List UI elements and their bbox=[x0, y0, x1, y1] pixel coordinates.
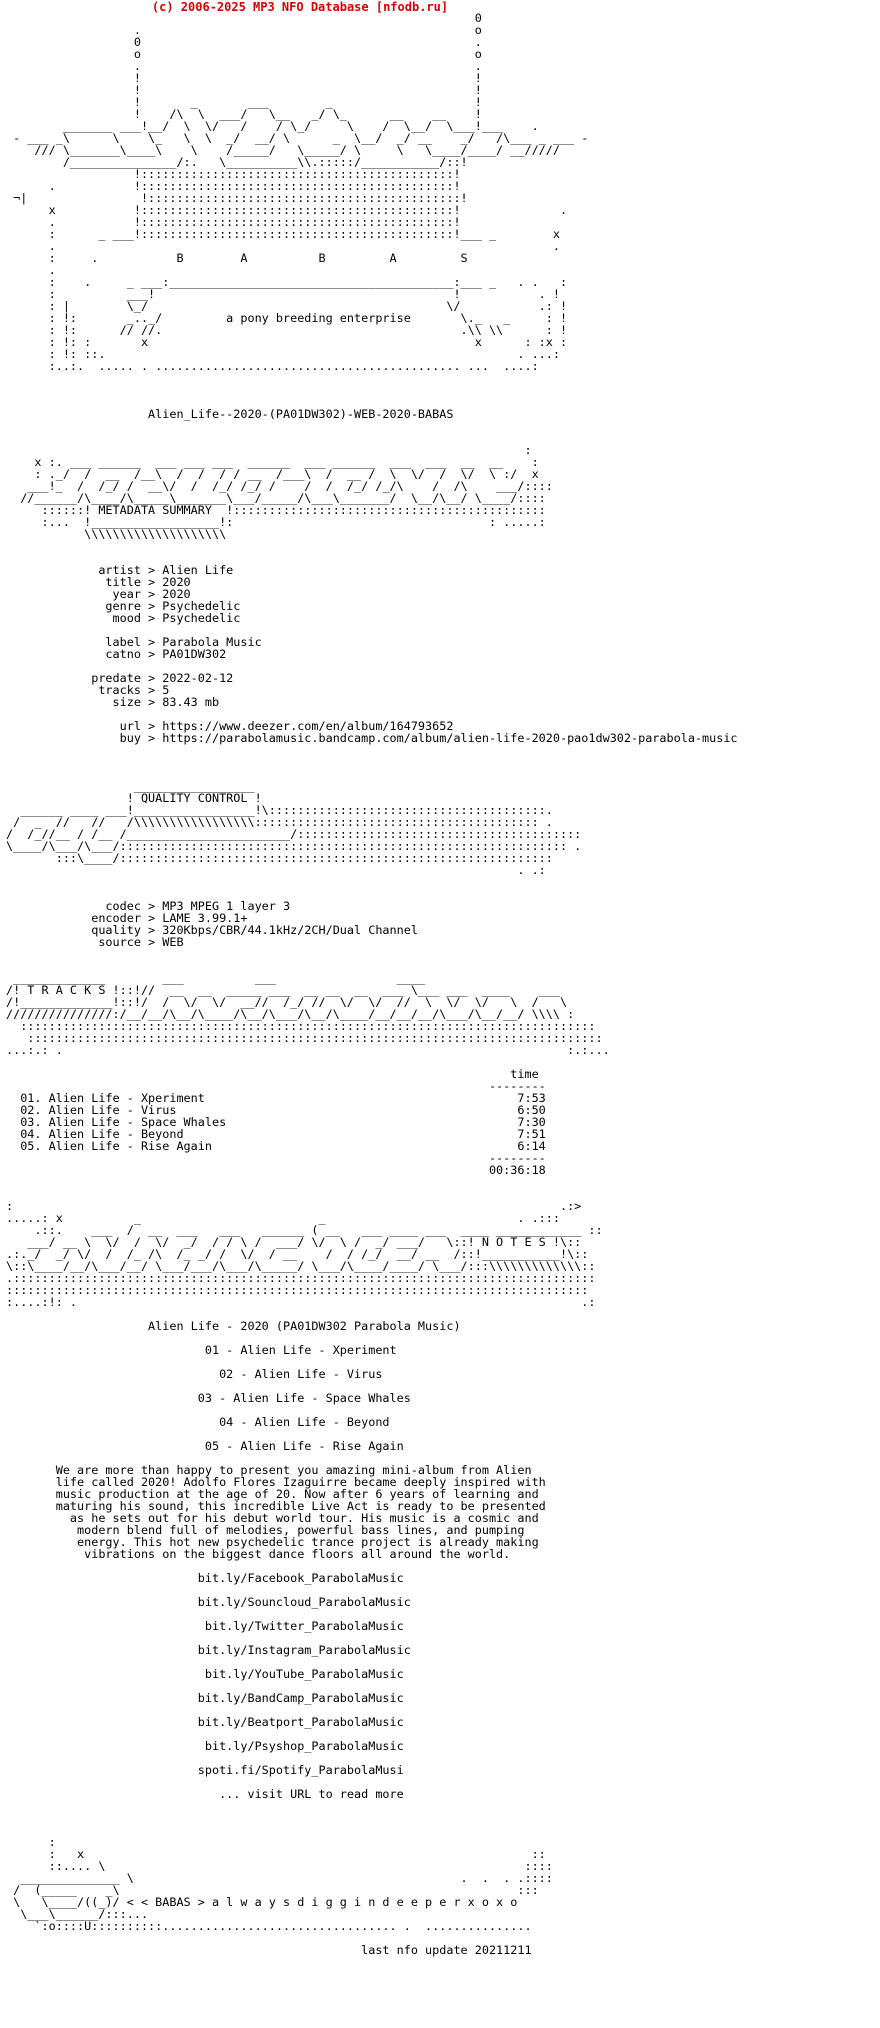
copyright-banner: (c) 2006-2025 MP3 NFO Database [nfodb.ru] bbox=[151, 0, 449, 14]
nfo-text: 0 . o 0 . o o . . ! ! ! ! ! _ ___ _ ! ! /\ \ ___/ \__ _/ \_ __ __ ! _______ ___!__/ \ \/ / / \_/ \ / \__/ \___!___ . - ___ _\ \ \_ \ \ _/ __/ \ _ \__/ _/ __ _/ /\___ _ ___ - /// \_______\____\ \ /_____/ \_____/ \ \ \____/____/ __///// /_______________/:. \__________\\.:::::/___________/::! !::::::::::::::::::::::::::::::::::::::::::::! . !::::::::::::::::::::::::::::::::::::::::::::! ¬| !::::::::::::::::::::::::::::::::::::::::::::! x !::::::::::::::::::::::::::::::::::::::::::::! . . !::::::::::::::::::::::::::::::::::::::::::::! : _ ___!::::::::::::::::::::::::::::::::::::::::::::!___ _ x . . : . B A B A S . : . _ ___:________________________________________:___ _ . . : : ___! ! . ! : | \_/ \/ .: ! : !: _.._/ a pony breeding enterprise \._ _ : ! : !: // //. .\\ \\ : ! : !: : x x : :x : : !: ::. . ...: :..:. ..... . ........................................... ... ....: Alien_Life--2020-(PA01DW302)-WEB-2020-BABAS : x :. ___ ______ ___ ___ ___ ______ ___ ______ ___ ___ __ __ : : ._/ / __ /__\ / / / / __ /___\ / __ / \ \/ / \/ \ :/ x ___!_ / /_/ / __\/ / /_/ /_/ / / / /_/ /_/\ / /\ ___/:::: //______/\____/\_____\_______\___/_____/\___\_______/ \__/\__/ \____/:::: ::::::! METADATA SUMMARY !:::::::::::::::::::::::::::::::::::::::::::: :... !__________________!: : .....: \\\\\\\\\\\\\\\\\\\\ artist > Alien Life title > 2020 year > 2020 genre > Psychedelic mood > Psychedelic label > Parabola Music catno > PA01DW302 predate > 2022-02-12 tracks > 5 size > 83.43 mb url > https://www.deezer.com/en/album/164793652 buy > https://parabolamusic.bandcamp.com/album/alien-life-2020-pao1dw302-parabola-music _________________ ! QUALITY CONTROL ! ______ ____ ___!_________________!\:::::::::::::::::::::::::::::::::::::::. / _ // // /\\\\\\\\\\\\\\\\\:::::::::::::::::::::::::::::::::::::::: . / /_//__ / /__ /_______________________/:::::::::::::::::::::::::::::::::::::::: \____/\___/\___/::::::::::::::::::::::::::::::::::::::::::::::::::::::::::::::: . :::\____/::::::::::::::::::::::::::::::::::::::::::::::::::::::::::::: . .: codec > MP3 MPEG 1 layer 3 encoder > LAME 3.99.1+ quality > 320Kbps/CBR/44.1kHz/2CH/Dual Channel source > WEB _____________ ___ ___ ____ /! T R A C K S !::!// __ __ _____ ___ __ __ __ ___ \___ ___ ____ ___ /!_____________!::!/ / \/ \/ __// /_/ // \/ \/ // \ \/ \/ \ / \ ///////////////:/__/__/\__/\____/\__/\___/\__/\____/__/__/__/\___/\__/__/ \\\\ : ::::::::::::::::::::::::::::::::::::::::::::::::::::::::::::::::::::::::::::::::: ::::::::::::::::::::::::::::::::::::::::::::::::::::::::::::::::::::::::::::::::: ...:.: . :.:... time -------- 01. Alien Life - Xperiment 7:53 02. Alien Life - Virus 6:50 03. Alien Life - Space Whales 7:30 04. Alien Life - Beyond 7:51 05. Alien Life - Rise Again 6:14 -------- 00:36:18 : .:> .....: x _ _ . .::: .::. ___ / __ ___ ___ ______ ( __ ___ ____ ___ ____ ____________ :: ___/ __ \ \/ / \/ _/ / / \ / ___/ \/ \ / _/ ___/ \::! N O T E S !\:: .:._/ _/ \/ / /_ /\ /_ _/ / \/ / __ / / /_/ __/ __ /::!___________!\:: \::\____/__/\___/__/ \___/___/\___/\_____/ \___/\____/____/ \___/:::\\\\\\\\\\\\\:: .:::::::::::::::::::::::::::::::::::::::::::::::::::::::::::::::::::::::::::::::::: :::::::::::::::::::::::::::::::::::::::::::::::::::::::::::::::::::::::::::::::::: :....:!: . .: Alien Life - 2020 (PA01DW302 Parabola Music) 01 - Alien Life - Xperiment 02 - Alien Life - Virus 03 - Alien Life - Space Whales 04 - Alien Life - Beyond 05 - Alien Life - Rise Again We are more than happy to present you amazing mini-album from Alien life called 2020! Adolfo Flores Izaguirre became deeply inspired with music production at the age of 20. Now after 6 years of learning and maturing his sound, this incredible Live Act is ready to be presented as he sets out for his debut world tour. His music is a cosmic and modern blend full of melodies, powerful bass lines, and pumping energy. This hot new psychedelic trance project is already making vibrations on the biggest dance floors all around the world. bit.ly/Facebook_ParabolaMusic bit.ly/Souncloud_ParabolaMusic bit.ly/Twitter_ParabolaMusic bit.ly/Instagram_ParabolaMusic bit.ly/YouTube_ParabolaMusic bit.ly/BandCamp_ParabolaMusic bit.ly/Beatport_ParabolaMusic bit.ly/Psyshop_ParabolaMusic spoti.fi/Spotify_ParabolaMusi ... visit URL to read more : : x :: ::.... \ :::: ______________ \ . . . .:::: / (_____ _\ ::: \ \____/((_)/ < < BABAS > a l w a y s d i g g i n d e e p e r x o x o \___\______/:::... `:o::::U::::::::::................................. . ............... last nfo update 20211211 bbox=[6, 11, 738, 1957]
